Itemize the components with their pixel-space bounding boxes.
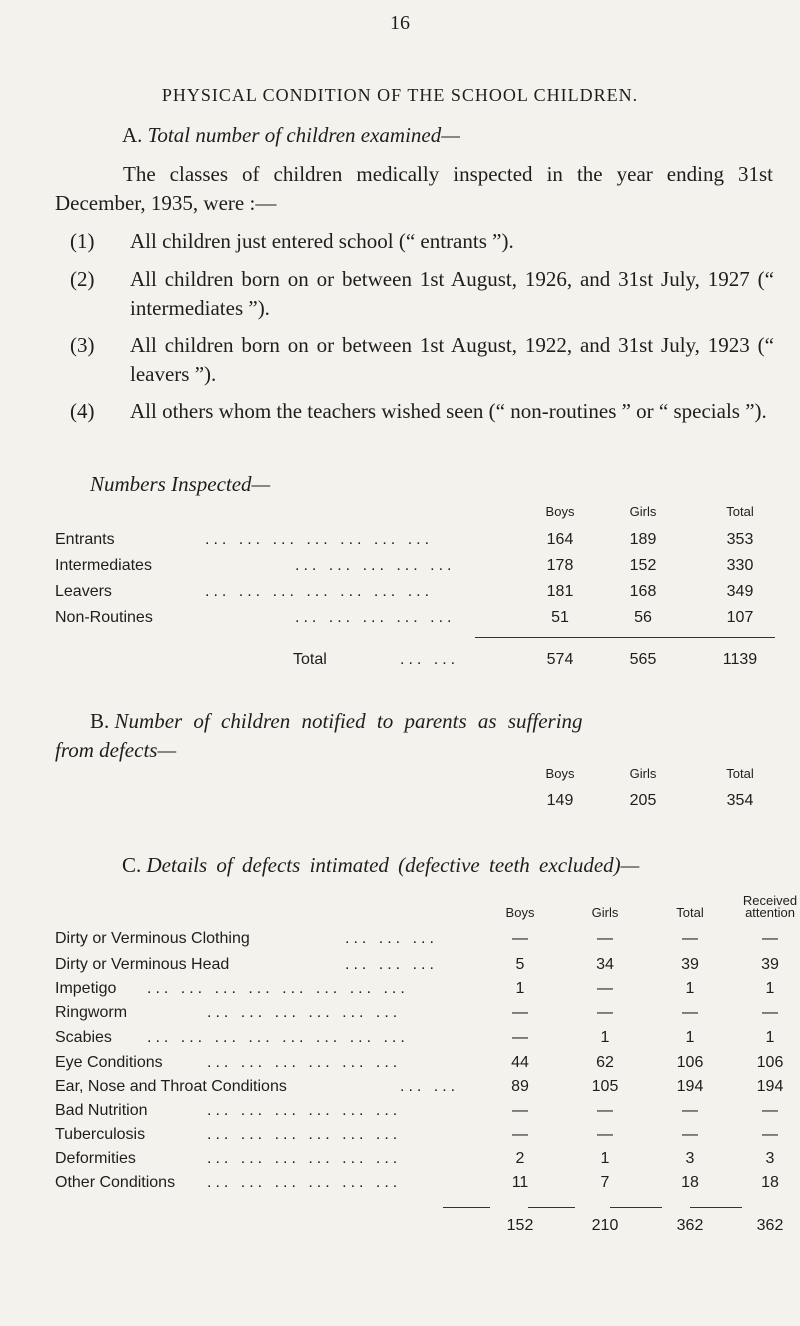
leader-dots: ... ... ... ... ... ... ... ... xyxy=(147,980,409,997)
leader-dots: ... ... ... ... ... ... xyxy=(207,1102,402,1119)
boys-total: 152 xyxy=(506,1217,534,1234)
list-item-number: (4) xyxy=(70,399,95,423)
girls-value: 152 xyxy=(629,557,657,574)
boys-value: 178 xyxy=(546,557,574,574)
table-row xyxy=(55,1054,784,1080)
received-value: 39 xyxy=(761,956,779,973)
row-label: Bad Nutrition xyxy=(55,1102,148,1119)
row-label: Non-Routines xyxy=(55,609,153,626)
leader-dots: ... ... ... ... ... ... xyxy=(207,1004,402,1021)
row-label: Scabies xyxy=(55,1029,112,1046)
leader-dots: ... ... ... ... ... ... xyxy=(207,1126,402,1143)
total-divider xyxy=(610,1207,662,1208)
received-value: 1 xyxy=(765,980,775,997)
total-value: — xyxy=(682,1102,698,1119)
table-row xyxy=(55,980,775,1006)
total-value: 106 xyxy=(676,1054,704,1071)
table-row xyxy=(55,1004,778,1030)
total-value: — xyxy=(682,1126,698,1143)
column-header-girls: Girls xyxy=(591,905,619,920)
page-number: 16 xyxy=(390,12,410,34)
girls-value: 56 xyxy=(634,609,652,626)
section-c-title xyxy=(122,853,639,878)
section-a-letter: A. xyxy=(122,123,143,147)
boys-value: 5 xyxy=(515,956,525,973)
row-label: Other Conditions xyxy=(55,1174,176,1191)
received-value: — xyxy=(762,930,778,947)
list-item-text: All children born on or between 1st August, 1922, and 31st July, 1923 (“ leavers ”). xyxy=(130,333,774,386)
row-label: Deformities xyxy=(55,1150,136,1167)
grand-total: 362 xyxy=(676,1217,704,1234)
list-item-number: (2) xyxy=(70,267,95,291)
leader-dots: ... ... ... ... ... xyxy=(295,609,456,626)
boys-value: 1 xyxy=(515,980,525,997)
table-row xyxy=(55,531,775,557)
boys-value: — xyxy=(512,1102,528,1119)
boys-value: 51 xyxy=(551,609,569,626)
section-b-title xyxy=(90,709,583,734)
column-header-total: Total xyxy=(676,905,704,920)
section-a-intro: The classes of children medically inspected in the year ending 31st December, 1935, were :— xyxy=(55,162,773,215)
inspected-table-header xyxy=(55,504,775,530)
class-list-item xyxy=(70,331,774,389)
column-header-boys: Boys xyxy=(545,766,575,781)
column-header-boys: Boys xyxy=(505,905,535,920)
girls-value: — xyxy=(597,980,613,997)
leader-dots: ... ... xyxy=(400,651,460,668)
total-value: 330 xyxy=(726,557,754,574)
row-label: Leavers xyxy=(55,583,112,600)
table-row xyxy=(55,609,775,635)
row-label: Dirty or Verminous Clothing xyxy=(55,930,250,947)
table-row xyxy=(55,1102,778,1128)
leader-dots: ... ... ... ... ... ... xyxy=(207,1150,402,1167)
leader-dots: ... ... ... ... ... xyxy=(295,557,456,574)
leader-dots: ... ... ... ... ... ... xyxy=(207,1054,402,1071)
totals-row xyxy=(55,1217,784,1243)
table-row xyxy=(55,930,778,956)
boys-value: 11 xyxy=(511,1174,529,1191)
table-row xyxy=(55,1126,778,1152)
section-a-title-text: Total number of children examined— xyxy=(147,123,460,147)
total-value: 1 xyxy=(685,980,695,997)
list-item-text: All others whom the teachers wished seen (“ non-routines ” or “ specials ”). xyxy=(130,399,767,423)
leader-dots: ... ... xyxy=(400,1078,460,1095)
girls-value: 205 xyxy=(629,792,657,809)
received-value: — xyxy=(762,1102,778,1119)
section-b-title-line2: from defects— xyxy=(55,738,177,762)
boys-value: 89 xyxy=(511,1078,529,1095)
row-label: Dirty or Verminous Head xyxy=(55,956,230,973)
grand-total: 1139 xyxy=(722,651,758,668)
girls-value: 1 xyxy=(600,1150,610,1167)
list-item-number: (3) xyxy=(70,333,95,357)
girls-value: — xyxy=(597,1004,613,1021)
column-header-girls: Girls xyxy=(629,766,657,781)
total-divider xyxy=(475,637,775,638)
row-label: Tuberculosis xyxy=(55,1126,146,1143)
total-divider xyxy=(443,1207,490,1208)
received-total: 362 xyxy=(756,1217,784,1234)
column-header-boys: Boys xyxy=(545,504,575,519)
boys-value: 149 xyxy=(546,792,574,809)
boys-value: 164 xyxy=(546,531,574,548)
column-header-total: Total xyxy=(726,504,754,519)
section-c-letter: C. xyxy=(122,853,142,877)
table-row xyxy=(55,1029,775,1055)
leader-dots: ... ... ... ... ... ... ... xyxy=(205,583,434,600)
row-label: Intermediates xyxy=(55,557,152,574)
boys-value: 2 xyxy=(515,1150,525,1167)
girls-total: 565 xyxy=(629,651,657,668)
leader-dots: ... ... ... ... ... ... ... xyxy=(205,531,434,548)
column-header-total: Total xyxy=(726,766,754,781)
column-header-attention: attention xyxy=(745,905,795,920)
section-a-title xyxy=(122,123,460,148)
received-value: 106 xyxy=(756,1054,784,1071)
table-row xyxy=(55,557,775,583)
section-b-title-line1: Number of children notified to parents as suffering xyxy=(114,709,583,733)
girls-value: — xyxy=(597,1126,613,1143)
received-value: — xyxy=(762,1126,778,1143)
list-item-text: All children just entered school (“ entrants ”). xyxy=(130,229,514,253)
page-heading: PHYSICAL CONDITION OF THE SCHOOL CHILDREN. xyxy=(161,85,639,105)
leader-dots: ... ... ... xyxy=(345,956,438,973)
received-value: 18 xyxy=(761,1174,779,1191)
table-row xyxy=(55,1078,784,1104)
section-c-title-text: Details of defects intimated (defective teeth excluded)— xyxy=(146,853,640,877)
leader-dots: ... ... ... ... ... ... xyxy=(207,1174,402,1191)
list-item-number: (1) xyxy=(70,229,95,253)
boys-value: 181 xyxy=(546,583,574,600)
received-value: 194 xyxy=(756,1078,784,1095)
table-row xyxy=(55,583,775,609)
girls-value: 1 xyxy=(600,1029,610,1046)
total-value: 107 xyxy=(726,609,754,626)
girls-total: 210 xyxy=(591,1217,619,1234)
table-row xyxy=(55,956,779,982)
girls-value: — xyxy=(597,1102,613,1119)
section-b-letter: B. xyxy=(90,709,110,733)
total-value: 354 xyxy=(726,792,754,809)
total-value: — xyxy=(682,930,698,947)
section-b-header xyxy=(55,766,775,792)
defects-table-header xyxy=(55,893,798,929)
girls-value: 62 xyxy=(596,1054,614,1071)
total-value: 349 xyxy=(726,583,754,600)
girls-value: 34 xyxy=(596,956,614,973)
total-row xyxy=(55,651,775,677)
received-value: 1 xyxy=(765,1029,775,1046)
girls-value: 105 xyxy=(591,1078,619,1095)
column-header-received: Received xyxy=(742,893,798,908)
row-label: Entrants xyxy=(55,531,115,548)
boys-value: — xyxy=(512,1029,528,1046)
class-list-item xyxy=(70,265,774,323)
total-value: 1 xyxy=(685,1029,695,1046)
boys-value: — xyxy=(512,1126,528,1143)
total-value: 353 xyxy=(726,531,754,548)
received-value: 3 xyxy=(765,1150,775,1167)
total-value: 39 xyxy=(681,956,699,973)
section-b-values xyxy=(55,792,775,818)
boys-value: — xyxy=(512,930,528,947)
boys-value: — xyxy=(512,1004,528,1021)
row-label: Ear, Nose and Throat Conditions xyxy=(55,1078,287,1095)
total-divider xyxy=(690,1207,742,1208)
girls-value: 168 xyxy=(629,583,657,600)
column-header-girls: Girls xyxy=(629,504,657,519)
girls-value: — xyxy=(597,930,613,947)
leader-dots: ... ... ... xyxy=(345,930,438,947)
row-label: Ringworm xyxy=(55,1004,128,1021)
received-value: — xyxy=(762,1004,778,1021)
boys-total: 574 xyxy=(546,651,574,668)
total-value: 3 xyxy=(685,1150,695,1167)
numbers-inspected-title: Numbers Inspected— xyxy=(90,472,271,496)
class-list-item xyxy=(70,227,774,256)
class-list-item xyxy=(70,397,774,426)
total-label: Total xyxy=(293,651,327,668)
table-row xyxy=(55,1174,779,1200)
row-label: Eye Conditions xyxy=(55,1054,163,1071)
boys-value: 44 xyxy=(511,1054,529,1071)
leader-dots: ... ... ... ... ... ... ... ... xyxy=(147,1029,409,1046)
total-value: 194 xyxy=(676,1078,704,1095)
total-value: — xyxy=(682,1004,698,1021)
girls-value: 189 xyxy=(629,531,657,548)
row-label: Impetigo xyxy=(55,980,117,997)
girls-value: 7 xyxy=(600,1174,610,1191)
total-value: 18 xyxy=(681,1174,699,1191)
total-divider xyxy=(528,1207,575,1208)
list-item-text: All children born on or between 1st August, 1926, and 31st July, 1927 (“ intermediates ”). xyxy=(130,267,774,320)
table-row xyxy=(55,1150,775,1176)
